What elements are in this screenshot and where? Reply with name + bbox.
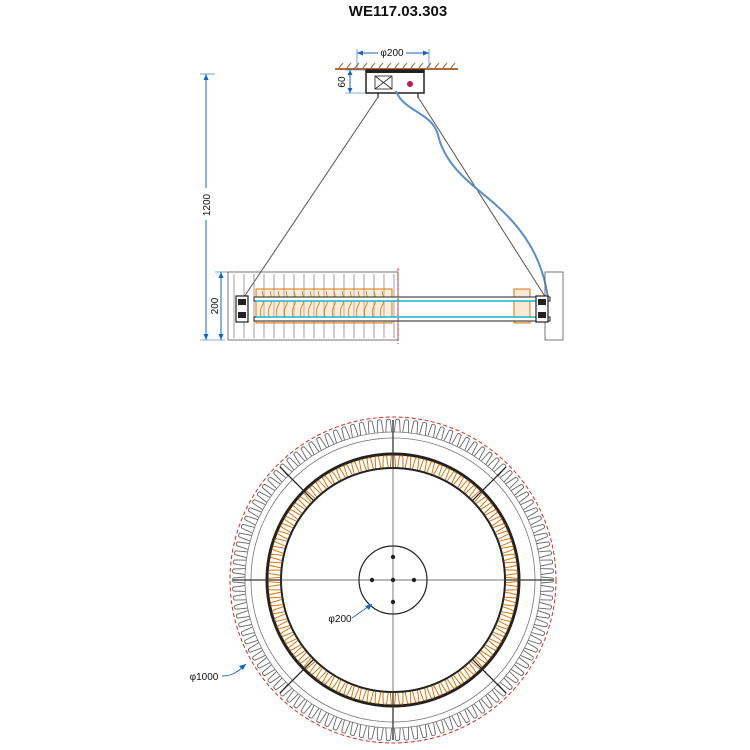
fixture-height-dimension [210, 272, 228, 340]
suspension-wire-left [242, 97, 378, 300]
canopy-diameter-label: φ200 [380, 48, 404, 59]
center-plate-dimension [328, 604, 372, 625]
outer-diameter-label: φ1000 [189, 672, 219, 683]
canopy-height-label: 60 [337, 76, 348, 88]
ceiling-hatch [335, 63, 458, 69]
canopy-width-dimension [357, 47, 429, 68]
suspension-wire-right [418, 97, 546, 298]
power-cable [396, 91, 548, 298]
canopy-height-dimension [337, 70, 366, 93]
fixture-height-label: 200 [210, 297, 221, 315]
plan-view [190, 417, 556, 743]
drawing-title: WE117.03.303 [348, 3, 448, 20]
side-elevation [199, 47, 563, 344]
fixture-side-view [228, 268, 563, 344]
outer-diameter-dimension [190, 664, 246, 683]
canopy [366, 70, 424, 98]
center-plate-diameter-label: φ200 [328, 614, 352, 625]
total-height-label: 1200 [202, 193, 213, 217]
